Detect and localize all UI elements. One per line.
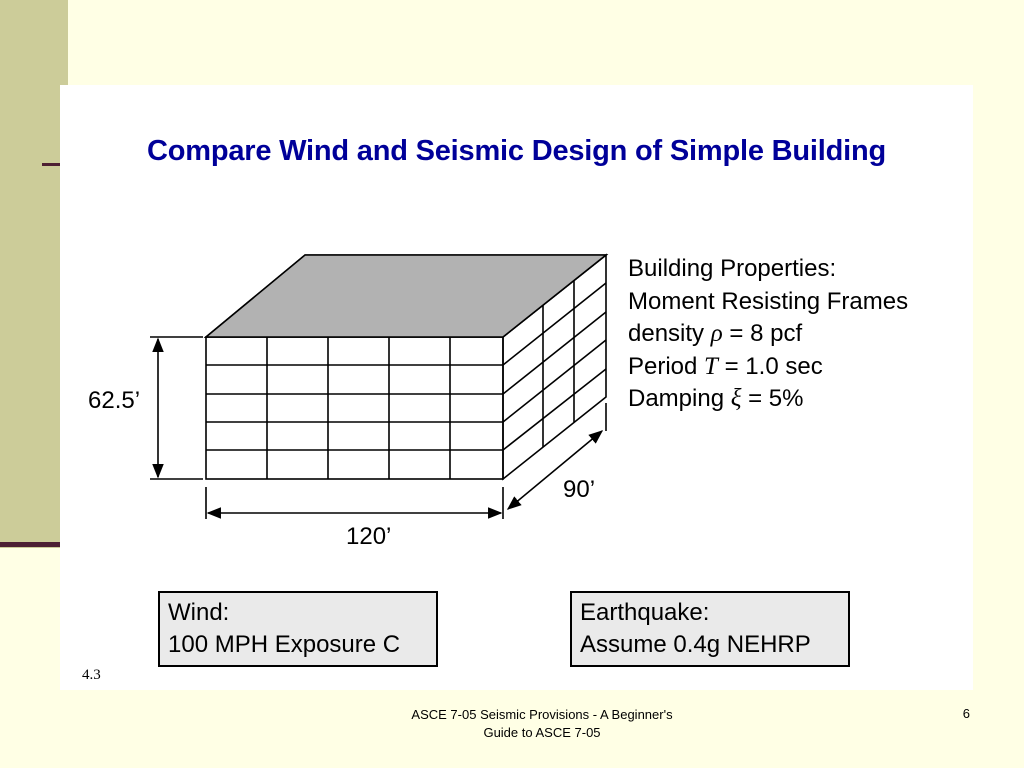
earthquake-title: Earthquake: xyxy=(580,599,710,626)
properties-heading: Building Properties: xyxy=(628,255,837,282)
slide-reference: 4.3 xyxy=(82,667,101,683)
slide-panel xyxy=(60,85,973,690)
front-column-lines xyxy=(267,337,450,479)
wind-box xyxy=(158,591,438,667)
roof-fill xyxy=(206,255,606,337)
front-floor-lines xyxy=(206,365,503,450)
left-decorative-band xyxy=(0,0,68,548)
building-front-face xyxy=(206,337,503,479)
length-label: 120’ xyxy=(346,523,392,550)
properties-density: density ρ = 8 pcf xyxy=(628,320,803,347)
properties-system: Moment Resisting Frames xyxy=(628,287,909,315)
footer-text xyxy=(382,706,702,742)
wind-title: Wind: xyxy=(168,599,230,626)
xi-symbol: ξ xyxy=(730,385,742,412)
length-dimension xyxy=(206,487,503,519)
page-number: 6 xyxy=(962,706,970,721)
wind-detail: 100 MPH Exposure C xyxy=(168,631,401,658)
side-column-lines xyxy=(543,280,574,447)
earthquake-detail: Assume 0.4g NEHRP xyxy=(580,631,811,658)
height-dimension xyxy=(150,337,203,479)
width-label: 90’ xyxy=(563,476,596,503)
properties-period: Period T = 1.0 sec xyxy=(628,352,823,380)
footer-line-2: Guide to ASCE 7-05 xyxy=(483,725,601,740)
rho-symbol: ρ xyxy=(710,320,723,347)
footer-line-1: ASCE 7-05 Seismic Provisions - A Beginner's xyxy=(411,707,673,722)
height-label: 62.5’ xyxy=(88,387,141,414)
earthquake-box xyxy=(570,591,850,667)
properties-damping: Damping ξ = 5% xyxy=(628,385,804,412)
building-properties xyxy=(628,253,908,416)
period-symbol: T xyxy=(704,352,718,380)
slide-title: Compare Wind and Seismic Design of Simple Building xyxy=(146,135,886,167)
